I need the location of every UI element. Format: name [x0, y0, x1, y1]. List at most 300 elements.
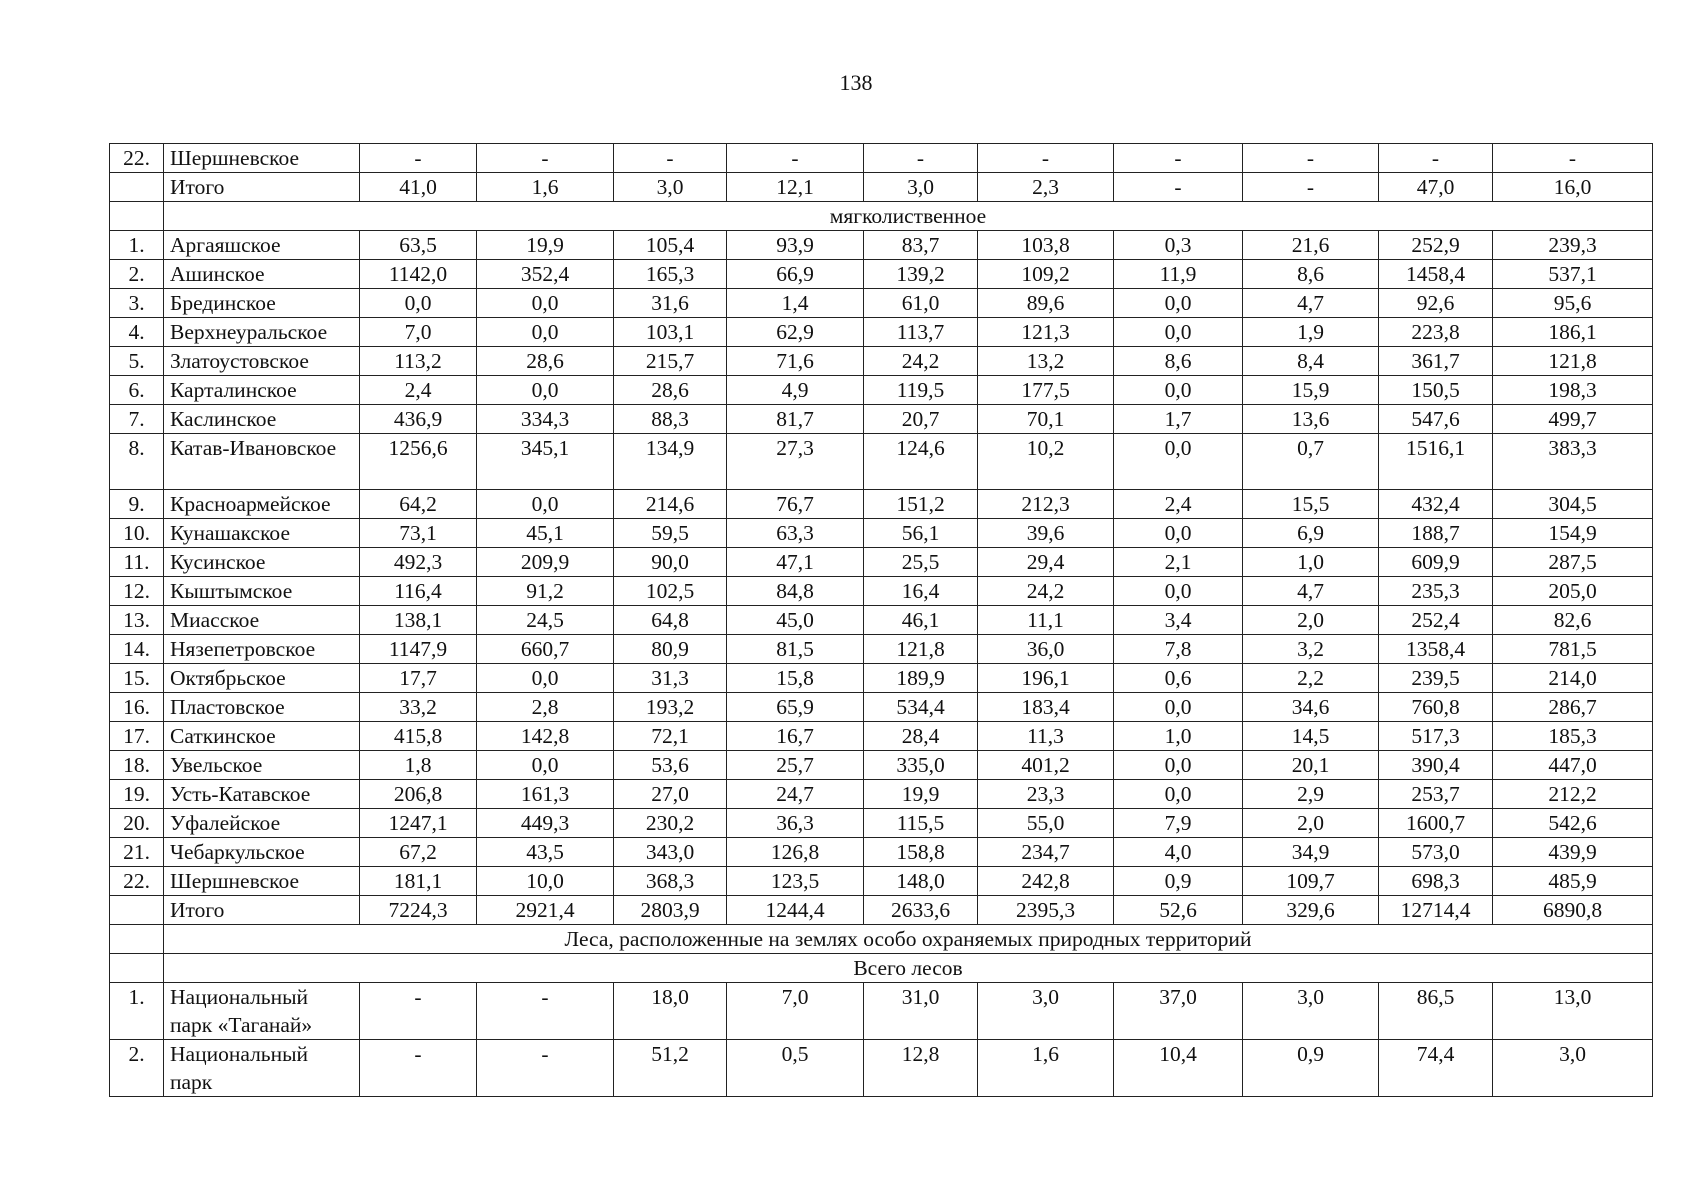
value-cell: 239,5	[1379, 664, 1493, 693]
value-cell: 16,7	[727, 722, 864, 751]
value-cell: 390,4	[1379, 751, 1493, 780]
value-cell: 27,0	[614, 780, 727, 809]
table-row	[110, 318, 1653, 347]
value-cell: 47,0	[1379, 173, 1493, 202]
value-cell: 517,3	[1379, 722, 1493, 751]
forestry-name: Шершневское	[164, 867, 360, 896]
value-cell: 11,1	[978, 606, 1114, 635]
row-number: 8.	[110, 434, 164, 490]
row-number	[110, 173, 164, 202]
value-cell: 432,4	[1379, 490, 1493, 519]
value-cell: 109,7	[1243, 867, 1379, 896]
value-cell: 17,7	[360, 664, 477, 693]
table-row	[110, 260, 1653, 289]
section-num-cell	[110, 202, 164, 231]
value-cell: 15,8	[727, 664, 864, 693]
forestry-name: Карталинское	[164, 376, 360, 405]
value-cell: 214,0	[1493, 664, 1653, 693]
value-cell: 0,9	[1114, 867, 1243, 896]
forest-data-table	[109, 143, 1653, 1097]
value-cell: 242,8	[978, 867, 1114, 896]
value-cell: 1516,1	[1379, 434, 1493, 490]
value-cell: 0,6	[1114, 664, 1243, 693]
table-row	[110, 405, 1653, 434]
value-cell: 119,5	[864, 376, 978, 405]
value-cell: -	[477, 1040, 614, 1097]
row-number: 6.	[110, 376, 164, 405]
value-cell: 0,3	[1114, 231, 1243, 260]
value-cell: 196,1	[978, 664, 1114, 693]
value-cell: 239,3	[1493, 231, 1653, 260]
value-cell: -	[477, 144, 614, 173]
value-cell: 234,7	[978, 838, 1114, 867]
value-cell: 0,0	[477, 751, 614, 780]
value-cell: 287,5	[1493, 548, 1653, 577]
value-cell: 109,2	[978, 260, 1114, 289]
value-cell: 86,5	[1379, 983, 1493, 1040]
value-cell: 1256,6	[360, 434, 477, 490]
value-cell: 0,0	[477, 490, 614, 519]
value-cell: 139,2	[864, 260, 978, 289]
forestry-name: Усть-Катавское	[164, 780, 360, 809]
value-cell: 13,2	[978, 347, 1114, 376]
value-cell: 28,6	[477, 347, 614, 376]
value-cell: 573,0	[1379, 838, 1493, 867]
value-cell: 71,6	[727, 347, 864, 376]
value-cell: 24,5	[477, 606, 614, 635]
value-cell: 2,8	[477, 693, 614, 722]
forestry-name: Златоустовское	[164, 347, 360, 376]
value-cell: 0,0	[1114, 289, 1243, 318]
forestry-name: Увельское	[164, 751, 360, 780]
value-cell: 64,2	[360, 490, 477, 519]
value-cell: 13,6	[1243, 405, 1379, 434]
section-title: Всего лесов	[164, 954, 1653, 983]
value-cell: 165,3	[614, 260, 727, 289]
row-number: 21.	[110, 838, 164, 867]
value-cell: 115,5	[864, 809, 978, 838]
value-cell: 185,3	[1493, 722, 1653, 751]
value-cell: 2,9	[1243, 780, 1379, 809]
value-cell: 252,4	[1379, 606, 1493, 635]
value-cell: 193,2	[614, 693, 727, 722]
value-cell: 90,0	[614, 548, 727, 577]
value-cell: 13,0	[1493, 983, 1653, 1040]
value-cell: 3,0	[864, 173, 978, 202]
value-cell: 329,6	[1243, 896, 1379, 925]
value-cell: 76,7	[727, 490, 864, 519]
value-cell: 0,0	[477, 318, 614, 347]
table-row	[110, 867, 1653, 896]
value-cell: 2,2	[1243, 664, 1379, 693]
value-cell: 534,4	[864, 693, 978, 722]
value-cell: 138,1	[360, 606, 477, 635]
value-cell: 15,9	[1243, 376, 1379, 405]
value-cell: 0,7	[1243, 434, 1379, 490]
value-cell: 70,1	[978, 405, 1114, 434]
value-cell: 7,8	[1114, 635, 1243, 664]
value-cell: -	[727, 144, 864, 173]
value-cell: 10,0	[477, 867, 614, 896]
value-cell: 235,3	[1379, 577, 1493, 606]
value-cell: 183,4	[978, 693, 1114, 722]
value-cell: 63,5	[360, 231, 477, 260]
row-number: 12.	[110, 577, 164, 606]
value-cell: 158,8	[864, 838, 978, 867]
value-cell: 253,7	[1379, 780, 1493, 809]
value-cell: 62,9	[727, 318, 864, 347]
value-cell: 368,3	[614, 867, 727, 896]
value-cell: 126,8	[727, 838, 864, 867]
row-number: 13.	[110, 606, 164, 635]
table-row	[110, 490, 1653, 519]
value-cell: 95,6	[1493, 289, 1653, 318]
value-cell: 345,1	[477, 434, 614, 490]
value-cell: 0,0	[1114, 751, 1243, 780]
value-cell: 343,0	[614, 838, 727, 867]
value-cell: 61,0	[864, 289, 978, 318]
value-cell: 3,0	[1243, 983, 1379, 1040]
value-cell: 499,7	[1493, 405, 1653, 434]
value-cell: 492,3	[360, 548, 477, 577]
value-cell: 21,6	[1243, 231, 1379, 260]
value-cell: 11,9	[1114, 260, 1243, 289]
value-cell: 121,8	[1493, 347, 1653, 376]
value-cell: 150,5	[1379, 376, 1493, 405]
value-cell: 1358,4	[1379, 635, 1493, 664]
value-cell: 123,5	[727, 867, 864, 896]
value-cell: 698,3	[1379, 867, 1493, 896]
value-cell: 67,2	[360, 838, 477, 867]
value-cell: 1,4	[727, 289, 864, 318]
row-number: 2.	[110, 1040, 164, 1097]
table-row	[110, 289, 1653, 318]
row-number: 7.	[110, 405, 164, 434]
forestry-name: Нязепетровское	[164, 635, 360, 664]
value-cell: 27,3	[727, 434, 864, 490]
table-row	[110, 664, 1653, 693]
value-cell: 11,3	[978, 722, 1114, 751]
section-title: мягколиственное	[164, 202, 1653, 231]
value-cell: 3,0	[614, 173, 727, 202]
row-number: 20.	[110, 809, 164, 838]
value-cell: 20,7	[864, 405, 978, 434]
value-cell: 12714,4	[1379, 896, 1493, 925]
table-row	[110, 577, 1653, 606]
value-cell: 449,3	[477, 809, 614, 838]
value-cell: 10,4	[1114, 1040, 1243, 1097]
value-cell: 25,5	[864, 548, 978, 577]
value-cell: 212,2	[1493, 780, 1653, 809]
value-cell: 29,4	[978, 548, 1114, 577]
value-cell: 1,8	[360, 751, 477, 780]
table-row	[110, 606, 1653, 635]
value-cell: 2633,6	[864, 896, 978, 925]
value-cell: 18,0	[614, 983, 727, 1040]
value-cell: 28,4	[864, 722, 978, 751]
table-row	[110, 838, 1653, 867]
forestry-name: Национальный парк «Таганай»	[164, 983, 360, 1040]
value-cell: 186,1	[1493, 318, 1653, 347]
value-cell: 447,0	[1493, 751, 1653, 780]
table-row	[110, 144, 1653, 173]
value-cell: 81,7	[727, 405, 864, 434]
section-header-row	[110, 954, 1653, 983]
forestry-name: Миасское	[164, 606, 360, 635]
value-cell: 12,1	[727, 173, 864, 202]
value-cell: 56,1	[864, 519, 978, 548]
value-cell: -	[1114, 173, 1243, 202]
value-cell: 1244,4	[727, 896, 864, 925]
value-cell: 91,2	[477, 577, 614, 606]
value-cell: 383,3	[1493, 434, 1653, 490]
section-num-cell	[110, 925, 164, 954]
value-cell: 188,7	[1379, 519, 1493, 548]
value-cell: 102,5	[614, 577, 727, 606]
value-cell: 63,3	[727, 519, 864, 548]
value-cell: 28,6	[614, 376, 727, 405]
value-cell: 2,0	[1243, 606, 1379, 635]
value-cell: 205,0	[1493, 577, 1653, 606]
value-cell: 0,5	[727, 1040, 864, 1097]
value-cell: 0,0	[1114, 519, 1243, 548]
row-number: 5.	[110, 347, 164, 376]
value-cell: 12,8	[864, 1040, 978, 1097]
value-cell: 2,1	[1114, 548, 1243, 577]
value-cell: 73,1	[360, 519, 477, 548]
value-cell: -	[360, 983, 477, 1040]
row-number: 17.	[110, 722, 164, 751]
value-cell: 2,0	[1243, 809, 1379, 838]
table-row	[110, 809, 1653, 838]
forestry-name: Брединское	[164, 289, 360, 318]
value-cell: 1147,9	[360, 635, 477, 664]
value-cell: 0,0	[1114, 693, 1243, 722]
value-cell: 124,6	[864, 434, 978, 490]
value-cell: 4,0	[1114, 838, 1243, 867]
value-cell: 181,1	[360, 867, 477, 896]
forestry-name: Кусинское	[164, 548, 360, 577]
value-cell: 7,9	[1114, 809, 1243, 838]
value-cell: 34,9	[1243, 838, 1379, 867]
value-cell: 0,0	[477, 376, 614, 405]
forestry-name: Ашинское	[164, 260, 360, 289]
value-cell: 0,0	[477, 289, 614, 318]
table-row	[110, 347, 1653, 376]
value-cell: 252,9	[1379, 231, 1493, 260]
value-cell: 660,7	[477, 635, 614, 664]
total-row	[110, 896, 1653, 925]
value-cell: -	[1379, 144, 1493, 173]
value-cell: 3,0	[978, 983, 1114, 1040]
value-cell: 88,3	[614, 405, 727, 434]
value-cell: 14,5	[1243, 722, 1379, 751]
value-cell: 0,0	[1114, 780, 1243, 809]
section-title: Леса, расположенные на землях особо охраняемых природных территорий	[164, 925, 1653, 954]
value-cell: 542,6	[1493, 809, 1653, 838]
value-cell: 33,2	[360, 693, 477, 722]
forestry-name: Саткинское	[164, 722, 360, 751]
value-cell: 41,0	[360, 173, 477, 202]
row-number: 10.	[110, 519, 164, 548]
value-cell: 1,9	[1243, 318, 1379, 347]
value-cell: 43,5	[477, 838, 614, 867]
value-cell: 24,7	[727, 780, 864, 809]
value-cell: 16,0	[1493, 173, 1653, 202]
value-cell: 31,0	[864, 983, 978, 1040]
value-cell: 20,1	[1243, 751, 1379, 780]
value-cell: -	[360, 144, 477, 173]
value-cell: 66,9	[727, 260, 864, 289]
value-cell: 0,9	[1243, 1040, 1379, 1097]
value-cell: 3,4	[1114, 606, 1243, 635]
value-cell: 335,0	[864, 751, 978, 780]
value-cell: 34,6	[1243, 693, 1379, 722]
section-header-row	[110, 202, 1653, 231]
row-number: 9.	[110, 490, 164, 519]
value-cell: 37,0	[1114, 983, 1243, 1040]
value-cell: 65,9	[727, 693, 864, 722]
value-cell: 0,0	[1114, 577, 1243, 606]
row-number: 1.	[110, 231, 164, 260]
value-cell: 7224,3	[360, 896, 477, 925]
value-cell: 105,4	[614, 231, 727, 260]
value-cell: 51,2	[614, 1040, 727, 1097]
forestry-name: Уфалейское	[164, 809, 360, 838]
forestry-name: Пластовское	[164, 693, 360, 722]
value-cell: 4,7	[1243, 577, 1379, 606]
value-cell: 1247,1	[360, 809, 477, 838]
value-cell: 2,3	[978, 173, 1114, 202]
value-cell: 59,5	[614, 519, 727, 548]
value-cell: 1458,4	[1379, 260, 1493, 289]
value-cell: 53,6	[614, 751, 727, 780]
value-cell: 214,6	[614, 490, 727, 519]
table-row	[110, 635, 1653, 664]
table-row	[110, 780, 1653, 809]
value-cell: 74,4	[1379, 1040, 1493, 1097]
value-cell: 31,6	[614, 289, 727, 318]
value-cell: 36,3	[727, 809, 864, 838]
value-cell: 439,9	[1493, 838, 1653, 867]
value-cell: 1,6	[477, 173, 614, 202]
value-cell: 24,2	[978, 577, 1114, 606]
value-cell: 93,9	[727, 231, 864, 260]
table-row	[110, 751, 1653, 780]
value-cell: 361,7	[1379, 347, 1493, 376]
value-cell: 113,2	[360, 347, 477, 376]
value-cell: 92,6	[1379, 289, 1493, 318]
row-number	[110, 896, 164, 925]
value-cell: 103,1	[614, 318, 727, 347]
forestry-name: Кунашакское	[164, 519, 360, 548]
value-cell: -	[864, 144, 978, 173]
value-cell: 39,6	[978, 519, 1114, 548]
value-cell: 3,2	[1243, 635, 1379, 664]
row-number: 22.	[110, 867, 164, 896]
value-cell: 2803,9	[614, 896, 727, 925]
value-cell: -	[1493, 144, 1653, 173]
value-cell: 24,2	[864, 347, 978, 376]
row-number: 2.	[110, 260, 164, 289]
row-number: 18.	[110, 751, 164, 780]
value-cell: 72,1	[614, 722, 727, 751]
value-cell: 7,0	[727, 983, 864, 1040]
value-cell: 0,0	[477, 664, 614, 693]
value-cell: 3,0	[1493, 1040, 1653, 1097]
value-cell: 223,8	[1379, 318, 1493, 347]
value-cell: 31,3	[614, 664, 727, 693]
forestry-name: Каслинское	[164, 405, 360, 434]
value-cell: 760,8	[1379, 693, 1493, 722]
forestry-name: Итого	[164, 896, 360, 925]
value-cell: 177,5	[978, 376, 1114, 405]
value-cell: 45,1	[477, 519, 614, 548]
forestry-name: Верхнеуральское	[164, 318, 360, 347]
row-number: 4.	[110, 318, 164, 347]
value-cell: 84,8	[727, 577, 864, 606]
value-cell: 1,7	[1114, 405, 1243, 434]
table-body	[110, 144, 1653, 1097]
forestry-name: Чебаркульское	[164, 838, 360, 867]
value-cell: 19,9	[477, 231, 614, 260]
value-cell: 547,6	[1379, 405, 1493, 434]
value-cell: 161,3	[477, 780, 614, 809]
value-cell: 36,0	[978, 635, 1114, 664]
forestry-name: Аргаяшское	[164, 231, 360, 260]
section-num-cell	[110, 954, 164, 983]
value-cell: 7,0	[360, 318, 477, 347]
value-cell: 121,3	[978, 318, 1114, 347]
forestry-name: Шершневское	[164, 144, 360, 173]
value-cell: 2921,4	[477, 896, 614, 925]
value-cell: 10,2	[978, 434, 1114, 490]
value-cell: 46,1	[864, 606, 978, 635]
table-row	[110, 548, 1653, 577]
value-cell: 154,9	[1493, 519, 1653, 548]
row-number: 15.	[110, 664, 164, 693]
value-cell: -	[360, 1040, 477, 1097]
value-cell: 80,9	[614, 635, 727, 664]
forestry-name: Октябрьское	[164, 664, 360, 693]
row-number: 19.	[110, 780, 164, 809]
value-cell: 113,7	[864, 318, 978, 347]
value-cell: 116,4	[360, 577, 477, 606]
value-cell: 0,0	[1114, 376, 1243, 405]
value-cell: 151,2	[864, 490, 978, 519]
row-number: 11.	[110, 548, 164, 577]
value-cell: 25,7	[727, 751, 864, 780]
value-cell: 52,6	[1114, 896, 1243, 925]
value-cell: 81,5	[727, 635, 864, 664]
row-number: 16.	[110, 693, 164, 722]
row-number: 22.	[110, 144, 164, 173]
value-cell: 209,9	[477, 548, 614, 577]
value-cell: 304,5	[1493, 490, 1653, 519]
value-cell: 47,1	[727, 548, 864, 577]
value-cell: 4,7	[1243, 289, 1379, 318]
value-cell: 8,4	[1243, 347, 1379, 376]
value-cell: 415,8	[360, 722, 477, 751]
row-number: 3.	[110, 289, 164, 318]
value-cell: -	[614, 144, 727, 173]
value-cell: -	[1114, 144, 1243, 173]
table-row	[110, 1040, 1653, 1097]
value-cell: 206,8	[360, 780, 477, 809]
value-cell: 4,9	[727, 376, 864, 405]
value-cell: 2,4	[360, 376, 477, 405]
value-cell: 0,0	[360, 289, 477, 318]
